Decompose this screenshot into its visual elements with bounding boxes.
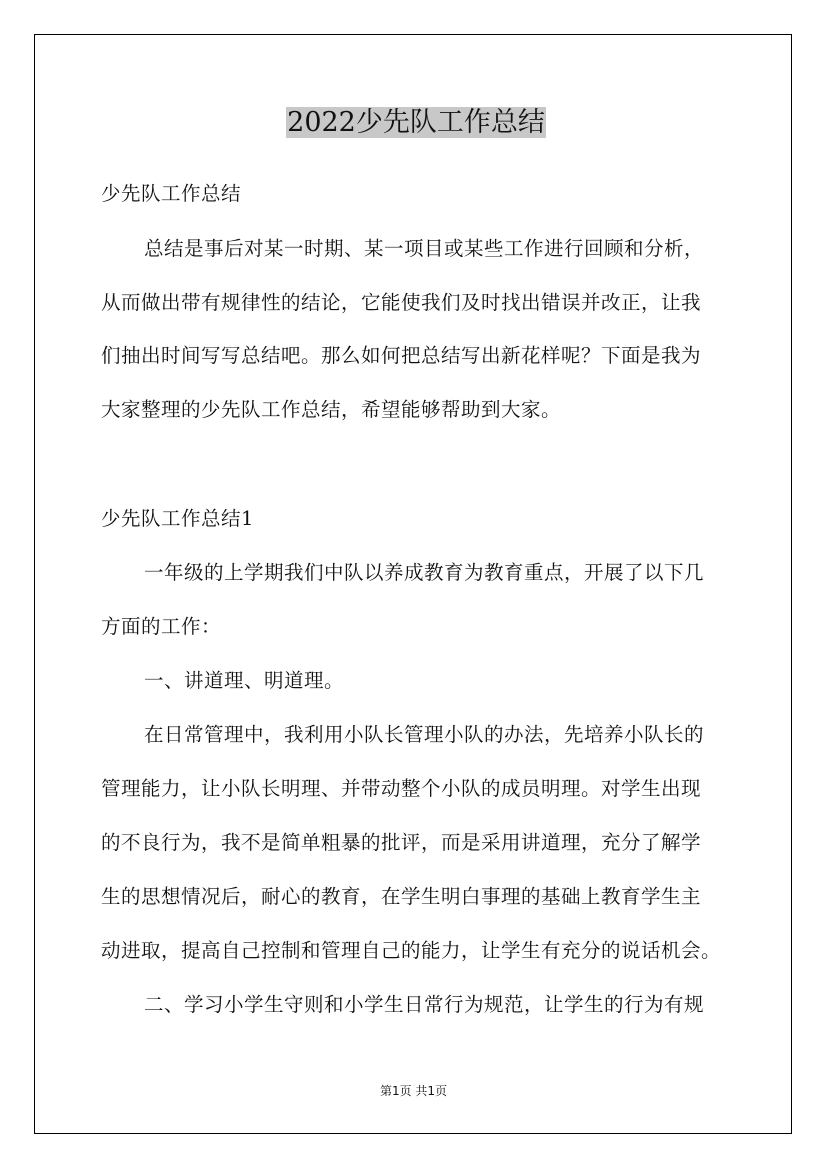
paragraph-line: 二、学习小学生守则和小学生日常行为规范，让学生的行为有规 [144,993,705,1016]
paragraph-line: 的不良行为，我不是简单粗暴的批评，而是采用讲道理，充分了解学 [101,831,702,854]
document-title [101,101,731,145]
paragraph-line: 生的思想情况后，耐心的教育，在学生明白事理的基础上教育学生主 [101,885,702,908]
page-footer: 第1页 共1页 [379,1084,448,1098]
paragraph-line: 们抽出时间写写总结吧。那么如何把总结写出新花样呢？下面是我为 [101,344,702,367]
paragraph-line: 方面的工作： [101,615,222,638]
paragraph-line: 管理能力，让小队长明理、并带动整个小队的成员明理。对学生出现 [101,777,702,800]
paragraph-line: 动进取，提高自己控制和管理自己的能力，让学生有充分的说话机会。 [101,939,722,962]
paragraph-line: 一、讲道理、明道理。 [144,669,345,692]
section-heading: 少先队工作总结 [101,182,242,205]
paragraph-line: 大家整理的少先队工作总结，希望能够帮助到大家。 [101,398,562,421]
section-heading: 少先队工作总结1 [101,507,254,530]
paragraph-line: 一年级的上学期我们中队以养成教育为教育重点，开展了以下几 [144,561,705,584]
paragraph-line: 在日常管理中，我利用小队长管理小队的办法，先培养小队长的 [144,723,705,746]
document-title-text: 2022少先队工作总结 [287,107,545,138]
paragraph-line: 从而做出带有规律性的结论，它能使我们及时找出错误并改正，让我 [101,291,702,314]
paragraph-line: 总结是事后对某一时期、某一项目或某些工作进行回顾和分析， [144,237,705,260]
